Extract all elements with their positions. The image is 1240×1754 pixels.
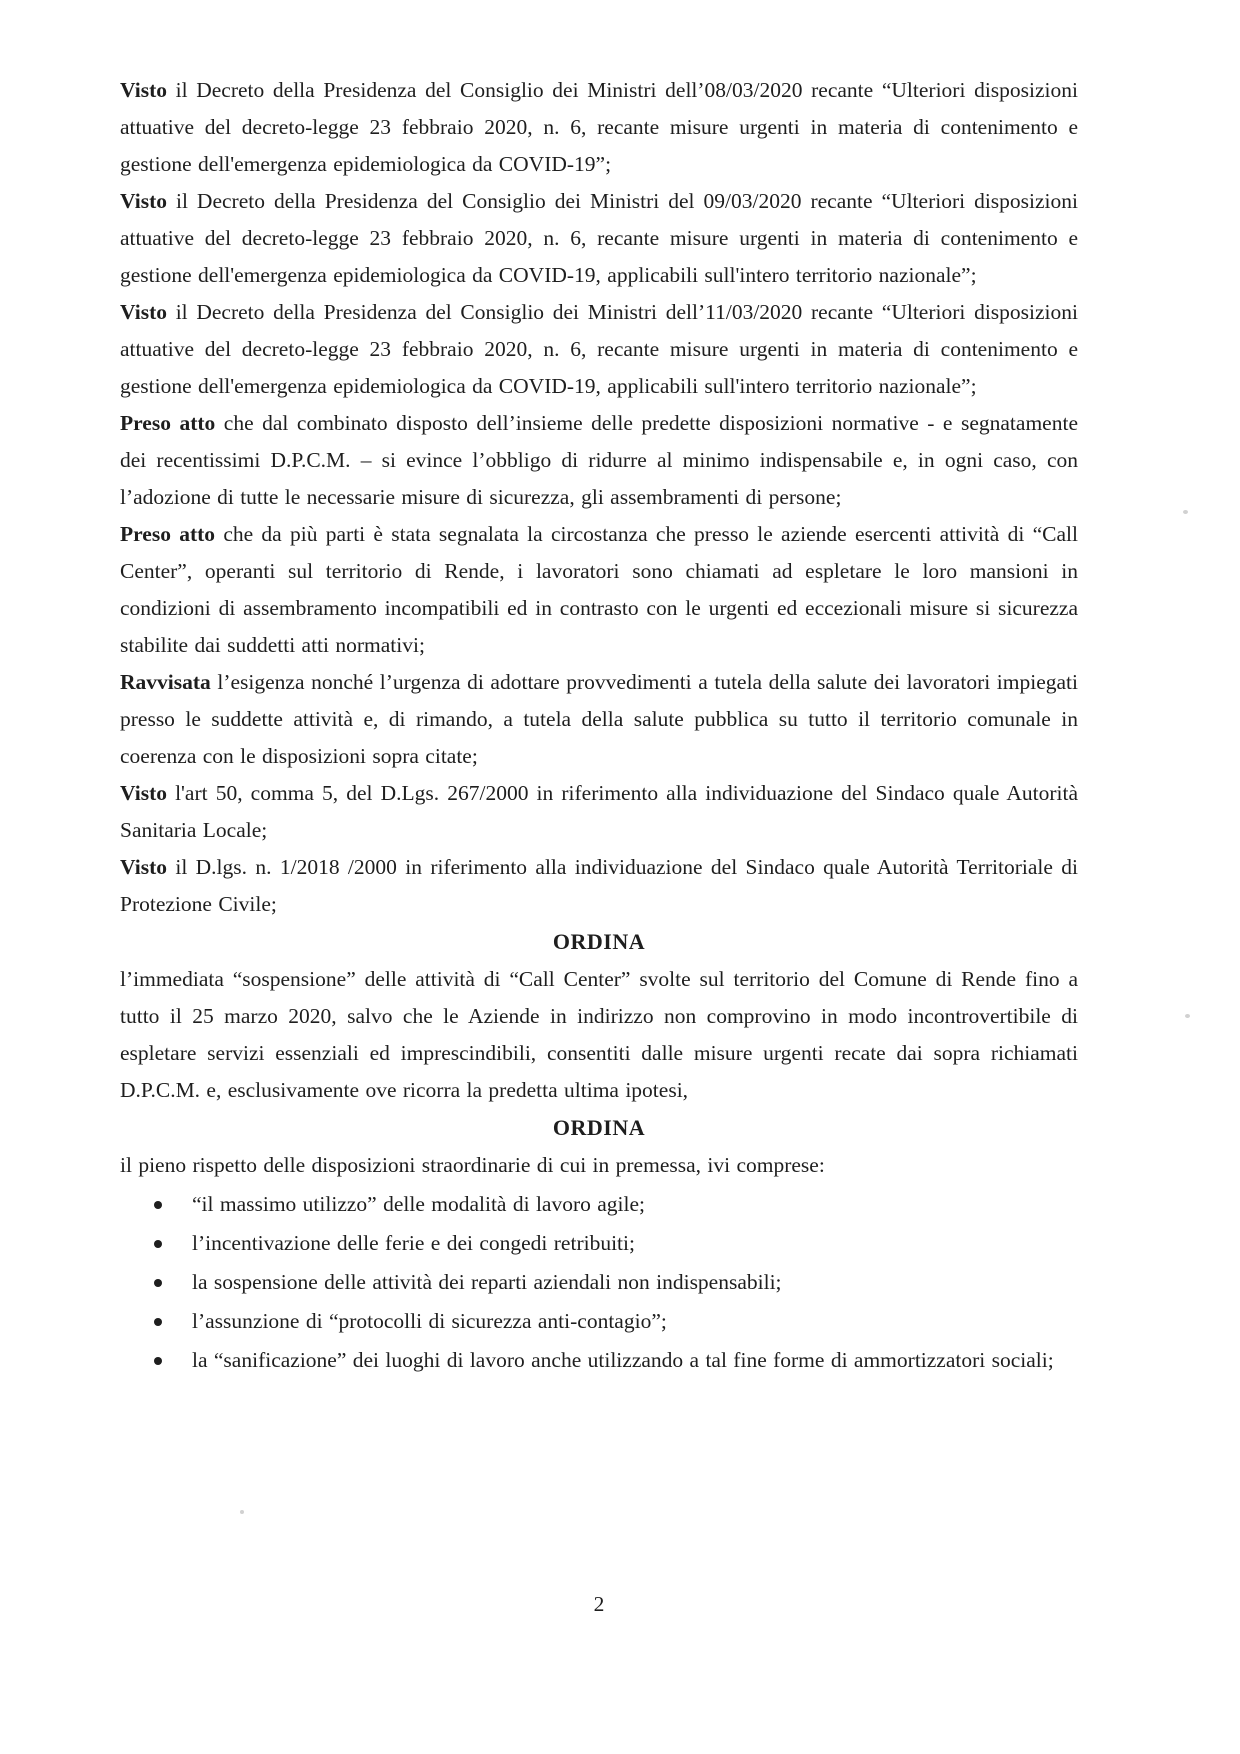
bullet-item xyxy=(120,1303,1078,1340)
paragraph-lead: Visto xyxy=(120,78,167,102)
bullet-item xyxy=(120,1264,1078,1301)
paragraph-visto-4 xyxy=(120,775,1078,849)
ordina-intro: il pieno rispetto delle disposizioni straordinarie di cui in premessa, ivi comprese: xyxy=(120,1153,825,1177)
paragraph-text: l’esigenza nonché l’urgenza di adottare provvedimenti a tutela della salute dei lavoratori impiegati presso le suddette attività e, di rimando, a tutela della salute pubblica su tutto il territorio comunale in coerenza con le disposizioni sopra citate; xyxy=(120,670,1078,768)
paragraph-lead: Preso atto xyxy=(120,522,216,546)
ordina-heading-1: ORDINA xyxy=(552,929,646,954)
paragraph-lead: Visto xyxy=(120,855,167,879)
bullet-list xyxy=(120,1186,1078,1379)
bullet-text: “il massimo utilizzo” delle modalità di lavoro agile; xyxy=(192,1192,645,1216)
paragraph-visto-1 xyxy=(120,72,1078,183)
paragraph-text: il D.lgs. n. 1/2018 /2000 in riferimento alla individuazione del Sindaco quale Autorità Territoriale di Protezione Civile; xyxy=(120,855,1078,916)
page-number: 2 xyxy=(593,1592,605,1616)
scan-artifact xyxy=(1183,510,1188,514)
paragraph-lead: Visto xyxy=(120,300,167,324)
bullet-item xyxy=(120,1342,1078,1379)
bullet-icon xyxy=(154,1357,162,1365)
bullet-text: la “sanificazione” dei luoghi di lavoro anche utilizzando a tal fine forme di ammortizzatori sociali; xyxy=(192,1348,1054,1372)
bullet-text: la sospensione delle attività dei reparti aziendali non indispensabili; xyxy=(192,1270,782,1294)
bullet-icon xyxy=(154,1318,162,1326)
paragraph-preso-atto-1 xyxy=(120,405,1078,516)
paragraph-ravvisata xyxy=(120,664,1078,775)
paragraph-text: il Decreto della Presidenza del Consiglio dei Ministri del 09/03/2020 recante “Ulteriori disposizioni attuative del decreto-legge 23 febbraio 2020, n. 6, recante misure urgenti in materia di contenimento e gestione dell'emergenza epidemiologica da COVID-19, applicabili sull'intero territorio nazionale”; xyxy=(120,189,1078,287)
paragraph-visto-2 xyxy=(120,183,1078,294)
paragraph-lead: Visto xyxy=(120,189,167,213)
paragraph-preso-atto-2 xyxy=(120,516,1078,664)
ordina-paragraph: l’immediata “sospensione” delle attività di “Call Center” svolte sul territorio del Comune di Rende fino a tutto il 25 marzo 2020, salvo che le Aziende in indirizzo non comprovino in modo incontrovertibile di espletare servizi essenziali ed imprescindibili, consentiti dalle misure urgenti recate dai sopra richiamati D.P.C.M. e, esclusivamente ove ricorra la predetta ultima ipotesi, xyxy=(120,967,1078,1102)
bullet-item xyxy=(120,1186,1078,1223)
paragraph-text: il Decreto della Presidenza del Consiglio dei Ministri dell’08/03/2020 recante “Ulteriori disposizioni attuative del decreto-legge 23 febbraio 2020, n. 6, recante misure urgenti in materia di contenimento e gestione dell'emergenza epidemiologica da COVID-19”; xyxy=(120,78,1078,176)
bullet-item xyxy=(120,1225,1078,1262)
paragraph-lead: Visto xyxy=(120,781,167,805)
paragraph-text: l'art 50, comma 5, del D.Lgs. 267/2000 in riferimento alla individuazione del Sindaco quale Autorità Sanitaria Locale; xyxy=(120,781,1078,842)
bullet-text: l’assunzione di “protocolli di sicurezza anti-contagio”; xyxy=(192,1309,667,1333)
paragraph-text: che da più parti è stata segnalata la circostanza che presso le aziende esercenti attività di “Call Center”, operanti sul territorio di Rende, i lavoratori sono chiamati ad espletare le loro mansioni in condizioni di assembramento incompatibili ed in contrasto con le urgenti ed eccezionali misure si sicurezza stabilite dai suddetti atti normativi; xyxy=(120,522,1078,657)
scan-artifact xyxy=(1185,1014,1190,1018)
bullet-text: l’incentivazione delle ferie e dei congedi retribuiti; xyxy=(192,1231,635,1255)
bullet-icon xyxy=(154,1279,162,1287)
bullet-icon xyxy=(154,1240,162,1248)
paragraph-lead: Preso atto xyxy=(120,411,216,435)
document-body xyxy=(120,72,1078,1381)
ordina-heading-2: ORDINA xyxy=(552,1115,646,1140)
paragraph-visto-3 xyxy=(120,294,1078,405)
paragraph-lead: Ravvisata xyxy=(120,670,211,694)
bullet-icon xyxy=(154,1201,162,1209)
paragraph-text: il Decreto della Presidenza del Consiglio dei Ministri dell’11/03/2020 recante “Ulteriori disposizioni attuative del decreto-legge 23 febbraio 2020, n. 6, recante misure urgenti in materia di contenimento e gestione dell'emergenza epidemiologica da COVID-19, applicabili sull'intero territorio nazionale”; xyxy=(120,300,1078,398)
paragraph-visto-5 xyxy=(120,849,1078,923)
scan-artifact xyxy=(240,1510,244,1514)
paragraph-text: che dal combinato disposto dell’insieme delle predette disposizioni normative - e segnatamente dei recentissimi D.P.C.M. – si evince l’obbligo di ridurre al minimo indispensabile e, in ogni caso, con l’adozione di tutte le necessarie misure di sicurezza, gli assembramenti di persone; xyxy=(120,411,1078,509)
